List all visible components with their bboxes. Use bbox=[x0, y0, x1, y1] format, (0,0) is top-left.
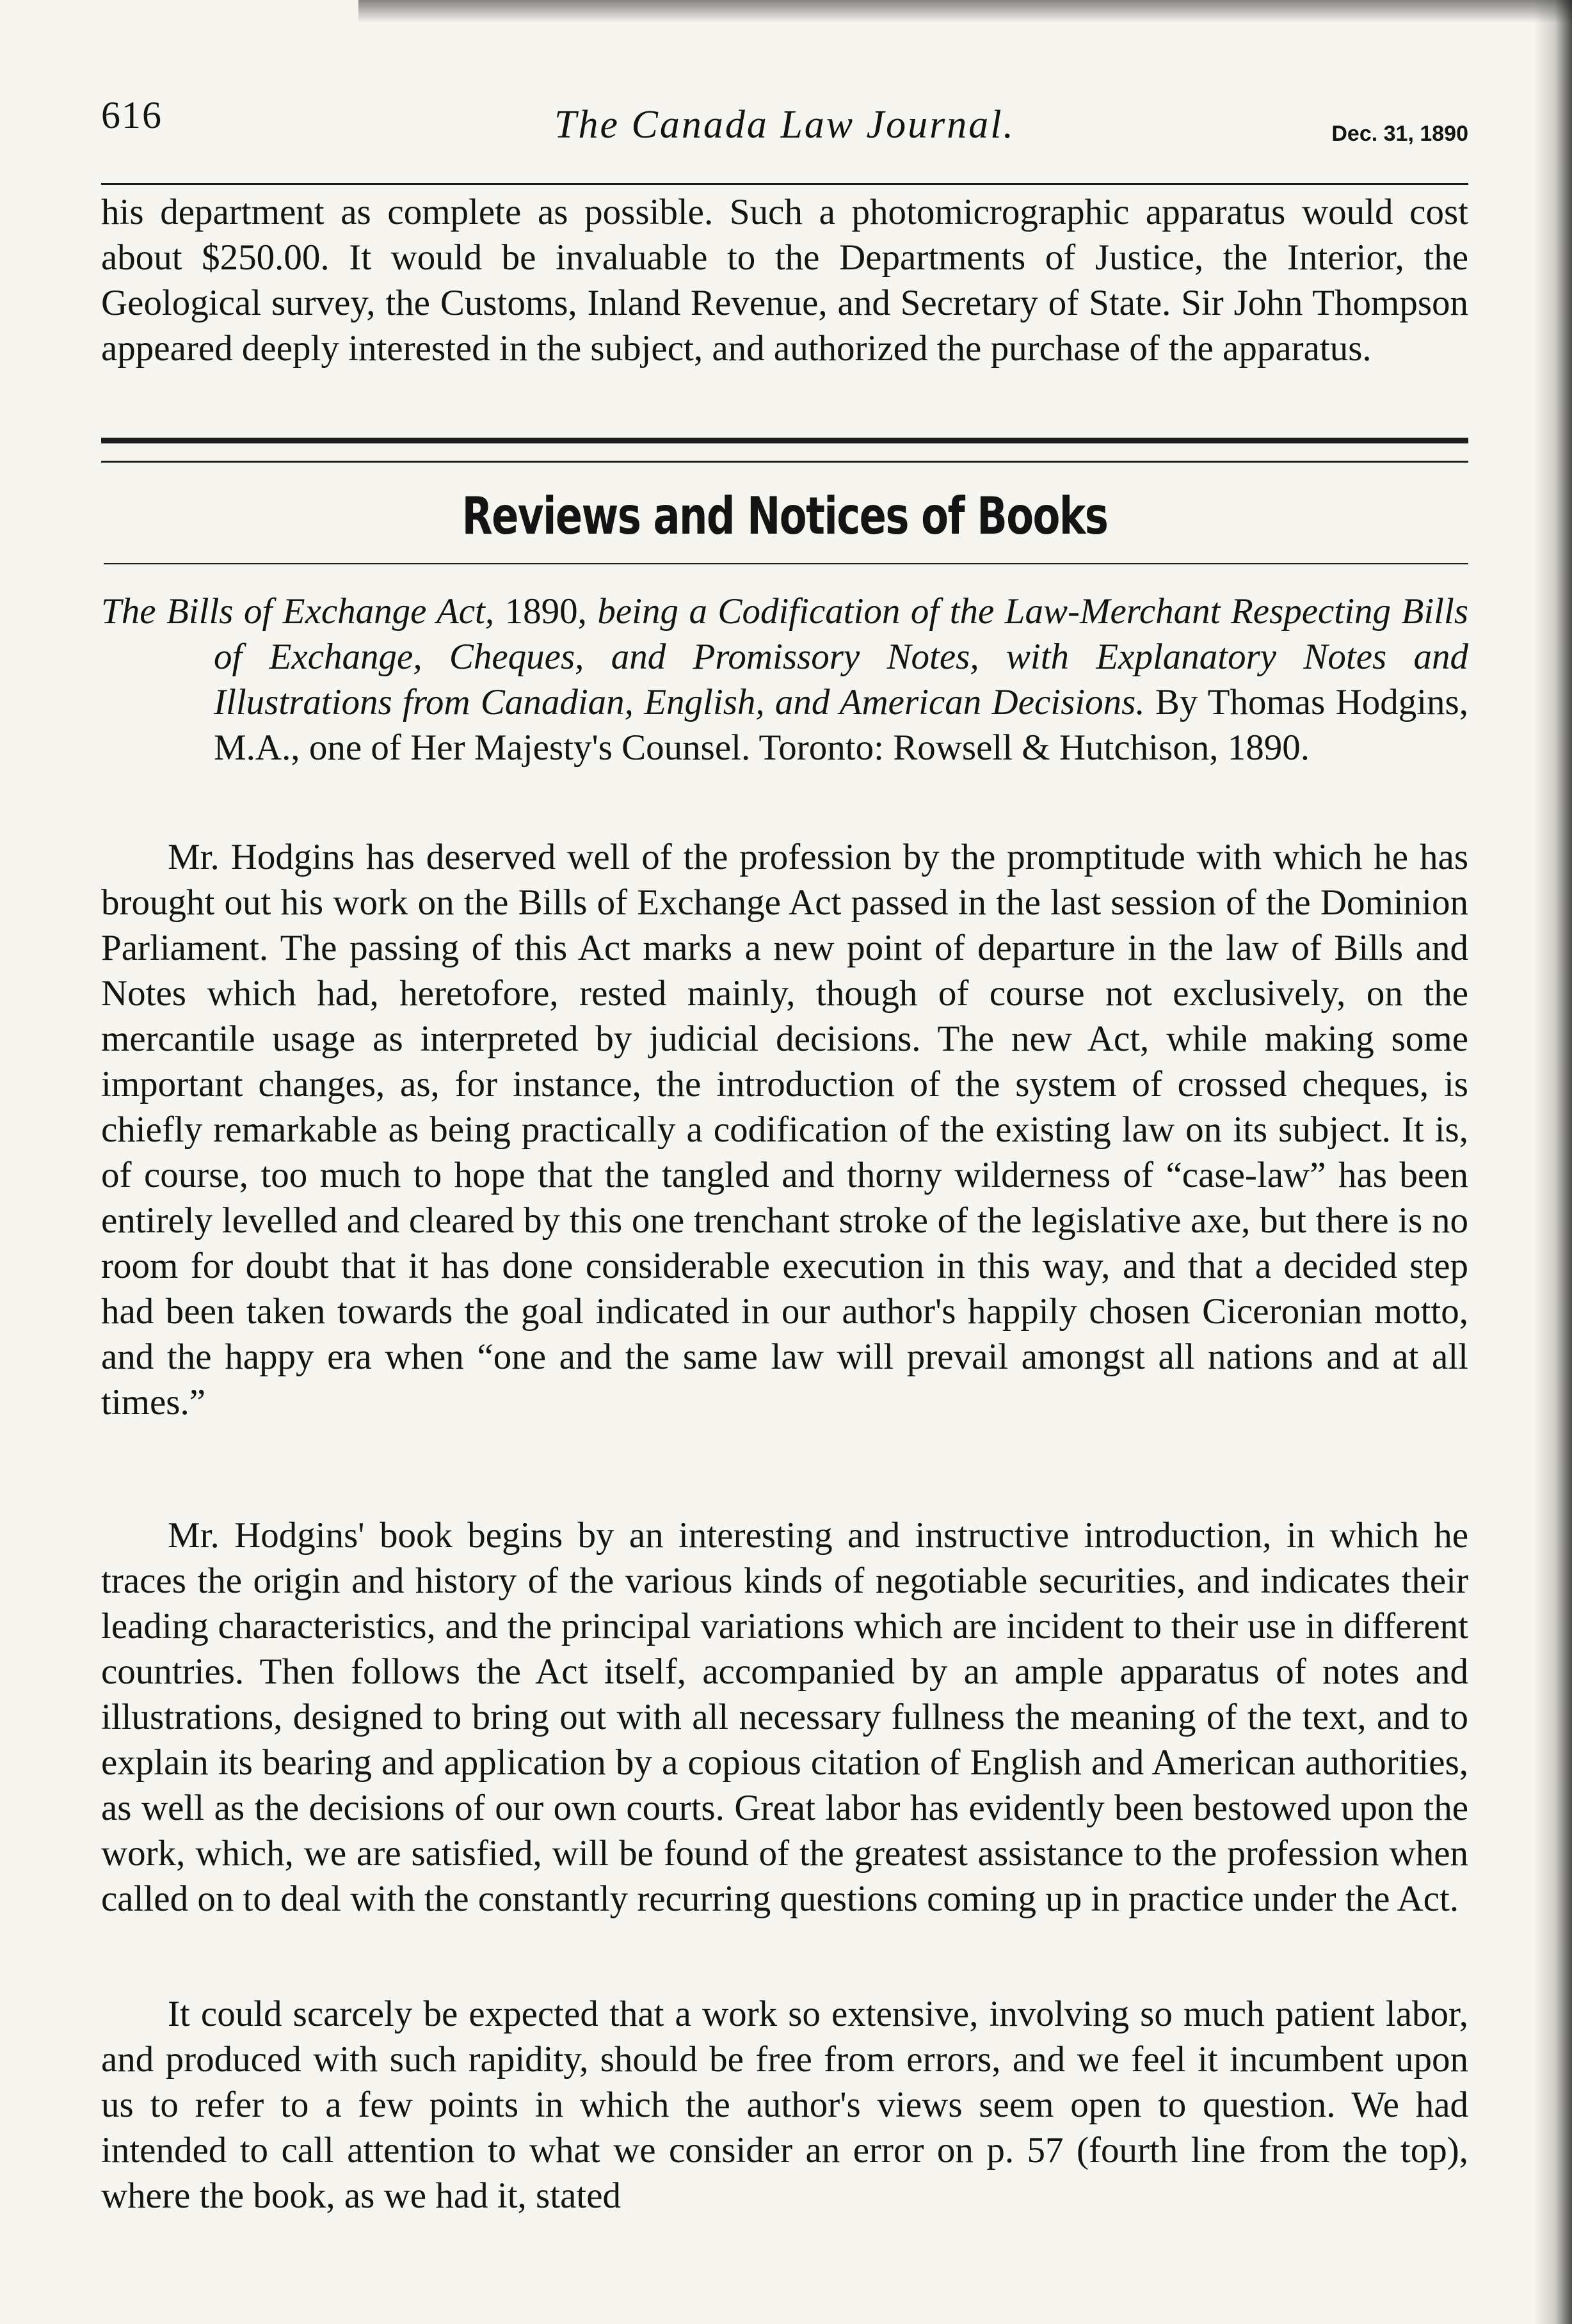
issue-date: Dec. 31, 1890 bbox=[1331, 122, 1468, 146]
citation-title: The Bills of Exchange Act, bbox=[101, 591, 495, 632]
section-double-rule-thick bbox=[101, 438, 1468, 443]
citation-description: being a Codification of the Law-Merchant Respecting Bills of Exchange, Cheques, and Promissory Notes, with Explanatory Notes and Illustrations from Canadian, English, and American Decisions. bbox=[214, 591, 1469, 722]
scan-right-edge bbox=[1534, 0, 1572, 2324]
section-title: Reviews and Notices of Books bbox=[461, 486, 1108, 546]
review-paragraph-3: It could scarcely be expected that a work so extensive, involving so much patient labor, and produced with such rapidity, should be free from errors, and we feel it incumbent upon us to refer to a few points in which the author's views seem open to question. We had intended to call attention to what we consider an error on p. 57 (fourth line from the top), where the book, as we had it, stated bbox=[101, 1994, 1468, 2216]
journal-title: The Canada Law Journal. bbox=[554, 103, 1016, 147]
review-paragraph-2: Mr. Hodgins' book begins by an interesting and instructive introduction, in which he traces the origin and history of the various kinds of negotiable securities, and indicates their leading characteristics, and the principal variations which are incident to their use in different countries. Then follows the Act itself, accompanied by an ample apparatus of notes and illustrations, designed to bring out with all necessary fullness the meaning of the text, and to explain its bearing and application by a copious citation of English and American authorities, as well as the decisions of our own courts. Great labor has evidently been bestowed upon the work, which, we are satisfied, will be found of the greatest assistance to the profession when called on to deal with the constantly recurring questions coming up in practice under the Act. bbox=[101, 1515, 1468, 1919]
title-underline bbox=[104, 563, 1468, 564]
citation-byline: By Thomas Hodgins, M.A., one of Her Majesty's Counsel. Toronto: Rowsell & Hutchison, 1890. bbox=[214, 682, 1468, 768]
scan-top-edge bbox=[358, 0, 1572, 23]
book-citation bbox=[101, 589, 1468, 770]
intro-paragraph: his department as complete as possible. Such a photomicrographic apparatus would cost about $250.00. It would be invaluable to the Departments of Justice, the Interior, the Geological survey, the Customs, Inland Revenue, and Secretary of State. Sir John Thompson appeared deeply interested in the subject, and authorized the purchase of the apparatus. bbox=[101, 192, 1468, 369]
review-paragraph-1: Mr. Hodgins has deserved well of the profession by the promptitude with which he has brought out his work on the Bills of Exchange Act passed in the last session of the Dominion Parliament. The passing of this Act marks a new point of departure in the law of Bills and Notes which had, heretofore, rested mainly, though of course not exclusively, on the mercantile usage as interpreted by judicial decisions. The new Act, while making some important changes, as, for instance, the introduction of the system of crossed cheques, is chiefly remarkable as being practically a codification of the existing law on its subject. It is, of course, too much to hope that the tangled and thorny wilderness of “case-law” has been entirely levelled and cleared by this one trenchant stroke of the legislative axe, but there is no room for doubt that it has done considerable execution in this way, and that a decided step had been taken towards the goal indicated in our author's happily chosen Ciceronian motto, and the happy era when “one and the same law will prevail amongst all nations and at all times.” bbox=[101, 837, 1468, 1422]
citation-year: 1890, bbox=[504, 591, 587, 632]
page-number: 616 bbox=[101, 94, 163, 136]
section-double-rule-thin bbox=[101, 461, 1468, 463]
running-header bbox=[101, 90, 1468, 154]
header-rule bbox=[101, 183, 1468, 185]
